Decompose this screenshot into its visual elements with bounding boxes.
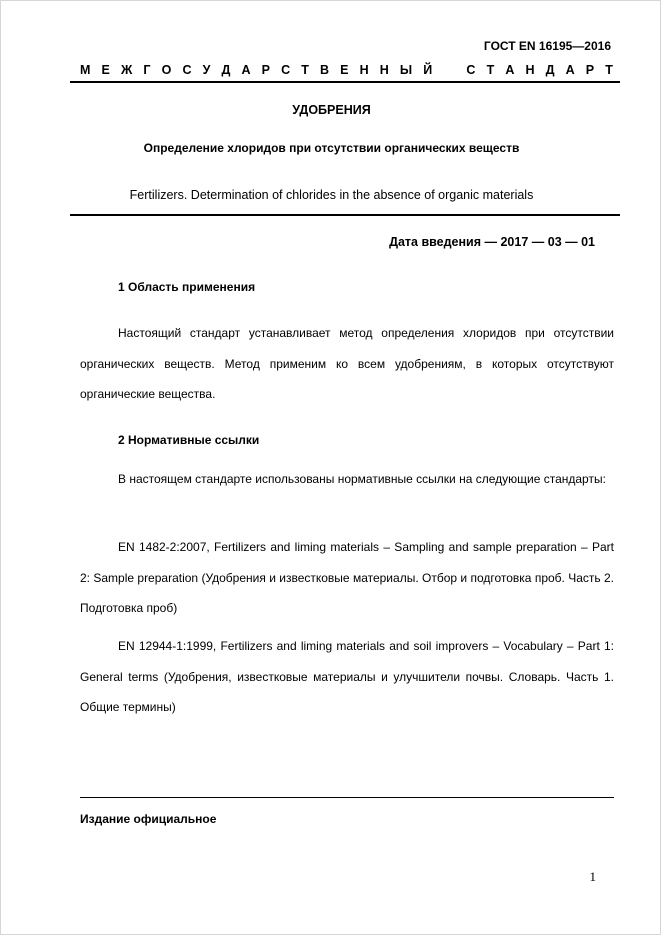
banner-letter: Е (101, 63, 110, 77)
banner-letter: Т (605, 63, 613, 77)
standard-number: ГОСТ EN 16195—2016 (483, 39, 611, 53)
introduction-date: Дата введения — 2017 — 03 — 01 (389, 235, 595, 249)
banner-letter: Д (221, 63, 231, 77)
banner-letter: М (80, 63, 91, 77)
header-rule (70, 81, 620, 83)
page-number: 1 (589, 869, 596, 884)
banner-letter: А (565, 63, 575, 77)
banner-letter: С (182, 63, 192, 77)
banner-letter: А (505, 63, 515, 77)
banner-letter: Ж (120, 63, 133, 77)
banner-word-gap (443, 63, 455, 77)
document-subtitle-en: Fertilizers. Determination of chlorides in the absence of organic materials (129, 188, 534, 202)
title-rule (70, 214, 620, 216)
reference-item-en12944: EN 12944-1:1999, Fertilizers and liming materials and soil improvers – Vocabulary – Part 1: General terms (Удобрения, известковые материалы и улучшители почвы. Словарь. Часть 1. Общие термины) (80, 639, 614, 714)
banner-letter: С (466, 63, 476, 77)
banner-letter: Ы (399, 63, 413, 77)
scope-paragraph: Настоящий стандарт устанавливает метод определения хлоридов при отсутствии органических веществ. Метод применим ко всем удобрениям, в которых отсутствуют органические вещества. (80, 326, 614, 401)
banner-letter: Р (585, 63, 595, 77)
banner-letter: В (319, 63, 330, 77)
banner-letter: Р (261, 63, 270, 77)
document-subtitle-ru: Определение хлоридов при отсутствии органических веществ (143, 141, 520, 155)
banner-letter: Д (545, 63, 555, 77)
document-title: УДОБРЕНИЯ (292, 103, 371, 117)
references-intro-paragraph: В настоящем стандарте использованы нормативные ссылки на следующие стандарты: (118, 472, 606, 486)
banner-letter: А (241, 63, 251, 77)
banner-letter: Т (486, 63, 495, 77)
banner-letter: С (281, 63, 291, 77)
official-edition-label: Издание официальное (80, 812, 217, 826)
banner-letter: Н (379, 63, 389, 77)
banner-letter: Й (423, 63, 433, 77)
footer-rule (80, 797, 614, 798)
section-heading-scope: 1 Область применения (118, 280, 256, 294)
banner-letter: Т (301, 63, 309, 77)
standard-type-banner (80, 63, 613, 77)
banner-letter: Е (340, 63, 349, 77)
section-heading-references: 2 Нормативные ссылки (118, 433, 260, 447)
banner-letter: Н (525, 63, 535, 77)
banner-letter: У (202, 63, 211, 77)
reference-item-en1482: EN 1482-2:2007, Fertilizers and liming materials – Sampling and sample preparation – Part 2: Sample preparation (Удобрения и известковые материалы. Отбор и подготовка проб. Часть 2. Подготовка проб) (80, 540, 614, 615)
banner-letter: О (161, 63, 172, 77)
banner-letter: Г (143, 63, 151, 77)
banner-letter: Н (359, 63, 369, 77)
